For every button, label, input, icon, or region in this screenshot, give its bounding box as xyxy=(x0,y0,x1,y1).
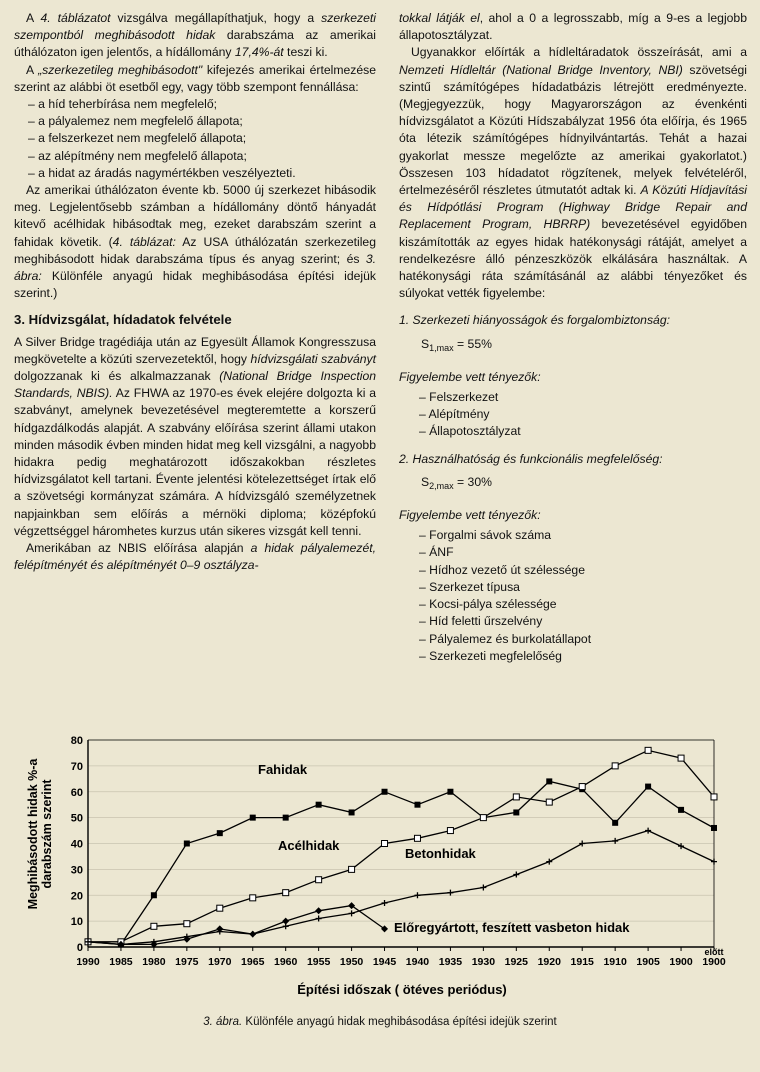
data-point xyxy=(447,890,453,896)
paragraph xyxy=(399,10,747,44)
data-point xyxy=(645,784,651,790)
list-item: – a felszerkezet nem megfelelő állapota; xyxy=(28,130,376,147)
list-item: – Kocsi-pálya szélessége xyxy=(419,596,747,613)
italic-run: 3. ábra: xyxy=(14,251,376,284)
data-point xyxy=(447,789,453,795)
x-tick-label: 1910 xyxy=(603,956,627,968)
data-point xyxy=(711,794,717,800)
text-run: bevezetésével egyidőben kiszámították az egyes hidak hatékonysági rátáját, amelyet a rendelkezésre álló pénzeszközök elkálására használtak. A hatékonysági ráta számításánál az alábbi tényezőket és súlyokat vették figyelembe: xyxy=(399,217,748,301)
y-tick-label: 40 xyxy=(70,838,83,851)
text-run: , ahol a 0 a legrosszabb, míg a 9-es a legjobb állapotosztályzat. xyxy=(399,11,747,43)
x-tick-label: 1945 xyxy=(372,956,397,968)
x-tick-label: 1955 xyxy=(306,956,331,968)
text-run: vizsgálva megállapíthatjuk, hogy a xyxy=(110,11,322,25)
italic-run: hídvizsgálati szabványt xyxy=(250,351,376,366)
text-run: A xyxy=(26,11,41,25)
data-point xyxy=(579,841,585,847)
factors-label: Figyelembe vett tényezők: xyxy=(399,369,541,384)
series-label: Előregyártott, feszített vasbeton hidak xyxy=(394,920,630,935)
data-point xyxy=(282,918,289,925)
y-tick-label: 70 xyxy=(70,760,83,773)
data-point xyxy=(349,809,355,815)
text-run: darabszáma az amerikai úthálózaton igen jelentős, a hídállomány xyxy=(14,28,376,60)
data-point xyxy=(480,884,486,890)
list-item: – Szerkezeti megfelelőség xyxy=(419,648,747,665)
x-tick-note: előtt xyxy=(704,947,724,957)
data-point xyxy=(184,921,190,927)
series-label: Fahidak xyxy=(258,762,308,777)
data-point xyxy=(678,843,684,849)
x-tick-label: 1970 xyxy=(208,956,232,968)
data-point xyxy=(678,755,684,761)
italic-run: 4. táblázatot xyxy=(40,11,111,25)
formula: $S_{2,max} = 30\%$ xyxy=(421,474,492,491)
y-tick-label: 0 xyxy=(76,942,83,954)
x-tick-label: 1905 xyxy=(636,956,660,968)
paragraph xyxy=(14,10,376,62)
data-point xyxy=(678,807,684,813)
y-tick-label: 10 xyxy=(70,916,83,929)
italic-run: a hidak pályalemezét, felépítményét és alépítményét 0–9 osztályza- xyxy=(14,541,376,573)
x-tick-label: 1940 xyxy=(405,956,430,968)
subheading: 1. Szerkezeti hiányosságok és forgalombiztonság: xyxy=(399,313,670,328)
text-run: kifejezés amerikai értelmezése szerint az alábbi öt esetből egy, vagy több szempont fennállása: xyxy=(14,62,376,94)
data-point xyxy=(349,866,355,872)
list-item: – Szerkezet típusa xyxy=(419,579,747,596)
x-tick-label: 1975 xyxy=(175,956,199,968)
factors-label: Figyelembe vett tényezők: xyxy=(399,508,541,523)
text-run: A Silver Bridge tragédiája után az Egyesült Államok Kongresszusa megkövetelte a közúti szervezetektől, hogy xyxy=(14,334,376,366)
series-label: Acélhidak xyxy=(278,838,340,853)
text-run: dolgozzanak ki és alkalmazzanak xyxy=(14,369,220,384)
data-point xyxy=(283,890,289,896)
data-point xyxy=(217,830,223,836)
x-tick-label: 1900 xyxy=(702,956,726,968)
list-item: – Forgalmi sávok száma xyxy=(419,527,747,544)
x-tick-label: 1925 xyxy=(504,956,528,968)
list-item: – Alépítmény xyxy=(419,406,747,423)
formula: $S_{1,max} = 55\%$ xyxy=(421,336,492,353)
data-point xyxy=(711,859,717,865)
list-item: – Pályalemez és burkolatállapot xyxy=(419,631,747,648)
data-point xyxy=(612,763,618,769)
y-tick-label: 30 xyxy=(70,864,83,877)
data-point xyxy=(316,877,322,883)
data-point xyxy=(645,747,651,753)
paragraph xyxy=(14,62,376,96)
text-run: szövetségi szintű számítógépes hídadatbázis létrejött eredményezte. (Megjegyezzük, hogy Magyarországon az évenkénti hídvizsgálatot a Közúti Hídszabályzat 1956 óta előírja, és 1965 óta létezik számítógépes hídnyilvántartás. Tehát a hazai gyakorlat messze megelőzte az amerikai gyakorlatot.) Összesen 103 hídadatot rögzítenek, melyek felvételéről, értelmezéséről részletes útmutatót adtak ki. xyxy=(399,62,747,198)
y-tick-label: 60 xyxy=(70,786,83,799)
y-tick-label: 80 xyxy=(70,735,83,747)
list-item: – Állapotosztályzat xyxy=(419,423,747,440)
x-tick-label: 1965 xyxy=(241,956,265,968)
data-point xyxy=(316,802,322,808)
data-point xyxy=(316,916,322,922)
data-point xyxy=(315,907,322,914)
italic-run: szerkezeti szempontból meghibásodott hidak xyxy=(14,11,376,43)
text-run: Az amerikai úthálózaton évente kb. 5000 új szerkezet hibásodik meg. Legjelentősebb számban a hídállomány döntő hányadát kitevő acélhidak hibásodtak meg, ezeket darabszám szerint a fahidak követik. ( xyxy=(14,183,376,249)
data-point xyxy=(349,910,355,916)
data-point xyxy=(414,802,420,808)
data-point xyxy=(513,809,519,815)
data-point xyxy=(414,892,420,898)
chart-series xyxy=(85,747,717,948)
x-tick-label: 1900 xyxy=(669,956,693,968)
text-run: A xyxy=(26,62,39,77)
text-run: Amerikában az NBIS előírása alapján xyxy=(26,541,251,556)
criteria-list xyxy=(14,96,376,182)
data-point xyxy=(414,835,420,841)
italic-run: 17,4%-át xyxy=(234,45,284,60)
italic-run: (National Bridge Inspection Standards, NBIS). xyxy=(14,369,376,401)
x-tick-label: 1985 xyxy=(109,956,133,968)
text-run: Különféle anyagú hidak meghibásodása építési idejük szerint.) xyxy=(14,269,376,301)
y-axis-label: Meghibásodott hidak %-a xyxy=(26,758,40,910)
x-tick-label: 1920 xyxy=(537,956,561,968)
series-label: Betonhidak xyxy=(405,846,476,861)
y-axis-label: darabszám szerint xyxy=(40,779,54,889)
italic-run: 4. táblázat: xyxy=(112,234,176,249)
data-point xyxy=(546,778,552,784)
y-tick-label: 20 xyxy=(70,890,83,903)
italic-run: Nemzeti Hídleltár (National Bridge Inventory, NBI) xyxy=(399,62,683,77)
factor-list xyxy=(399,389,747,441)
data-point xyxy=(480,815,486,821)
factor-list xyxy=(399,527,747,665)
data-point xyxy=(151,892,157,898)
x-tick-label: 1960 xyxy=(274,956,298,968)
data-point xyxy=(217,905,223,911)
left-column xyxy=(14,10,376,575)
data-point xyxy=(447,828,453,834)
x-tick-label: 1935 xyxy=(438,956,463,968)
data-point xyxy=(250,815,256,821)
failure-chart xyxy=(0,722,760,1012)
data-point xyxy=(382,841,388,847)
x-tick-label: 1930 xyxy=(471,956,496,968)
section-heading: 3. Hídvizsgálat, hídadatok felvétele xyxy=(14,312,232,328)
data-point xyxy=(612,820,618,826)
paragraph xyxy=(399,44,747,302)
data-point xyxy=(513,794,519,800)
data-point xyxy=(579,784,585,790)
x-tick-label: 1915 xyxy=(570,956,594,968)
list-item: – ÁNF xyxy=(419,544,747,561)
series-3 xyxy=(117,902,630,948)
list-item: – az alépítmény nem megfelelő állapota; xyxy=(28,148,376,165)
data-point xyxy=(184,841,190,847)
data-point xyxy=(612,838,618,844)
data-point xyxy=(546,799,552,805)
chart-grid xyxy=(88,740,714,947)
data-point xyxy=(382,900,388,906)
subheading: 2. Használhatóság és funkcionális megfelelőség: xyxy=(399,451,663,466)
italic-run: „szerkezetileg meghibásodott" xyxy=(38,62,203,77)
data-point xyxy=(250,895,256,901)
x-tick-label: 1950 xyxy=(339,956,364,968)
list-item: – a híd teherbírása nem megfelelő; xyxy=(28,96,376,113)
text-run: Az USA úthálózatán szerkezetileg meghibásodott hidak darabszáma típus és anyag szerint; és xyxy=(14,234,376,266)
text-run: Az FHWA az 1970-es évek elejére dolgozta ki a szabványt, amelynek bevezetésével megteremtette a korszerű hídgazdálkodás alapját. A szabvány előírása szerint állami utakon minden második évben minden hidat meg kell vizsgálni, a nagyobb hidakra pedig meghatározott időszakokban részletes hídvizsgálatot kell tartani. Évente jelentési kötelezettséget írtak elő a szövetségi kormányzat számára. A hídvizsgáló személyzetnek napjainkban sem előírás a mérnöki diploma; középfokú végzettséggel háromhetes kurzus után sikeres vizsgát kell tenni. xyxy=(14,386,376,538)
data-point xyxy=(283,815,289,821)
data-point xyxy=(711,825,717,831)
series-line xyxy=(121,906,385,945)
figure-caption: 3. ábra. Különféle anyagú hidak meghibásodása építési idejük szerint xyxy=(203,1016,557,1028)
data-point xyxy=(513,872,519,878)
italic-run: tokkal látják el xyxy=(399,11,480,25)
paragraph xyxy=(14,540,376,574)
data-point xyxy=(382,789,388,795)
x-tick-label: 1980 xyxy=(142,956,166,968)
list-item: – a hidat az áradás nagymértékben veszélyezteti. xyxy=(28,165,376,182)
data-point xyxy=(249,931,256,938)
right-column xyxy=(399,10,747,675)
x-tick-label: 1990 xyxy=(76,956,100,968)
x-axis-label: Építési időszak ( ötéves periódus) xyxy=(297,982,507,997)
y-tick-label: 50 xyxy=(70,812,83,825)
list-item: – Felszerkezet xyxy=(419,389,747,406)
list-item: – a pályalemez nem megfelelő állapota; xyxy=(28,113,376,130)
list-item: – Hídhoz vezető út szélessége xyxy=(419,562,747,579)
data-point xyxy=(645,828,651,834)
series-line xyxy=(88,750,714,941)
data-point xyxy=(546,859,552,865)
paragraph xyxy=(14,334,376,540)
text-run: Ugyanakkor előírták a hídleltáradatok összeírását, ami a xyxy=(411,45,747,60)
paragraph xyxy=(14,182,376,302)
text-run: teszi ki. xyxy=(283,45,328,60)
italic-run: A Közúti Hídjavítási és Hídpótlási Program (Highway Bridge Repair and Replacement Program, HBRRP) xyxy=(399,183,748,232)
data-point xyxy=(151,923,157,929)
series-1 xyxy=(85,747,717,944)
list-item: – Híd feletti űrszelvény xyxy=(419,613,747,630)
